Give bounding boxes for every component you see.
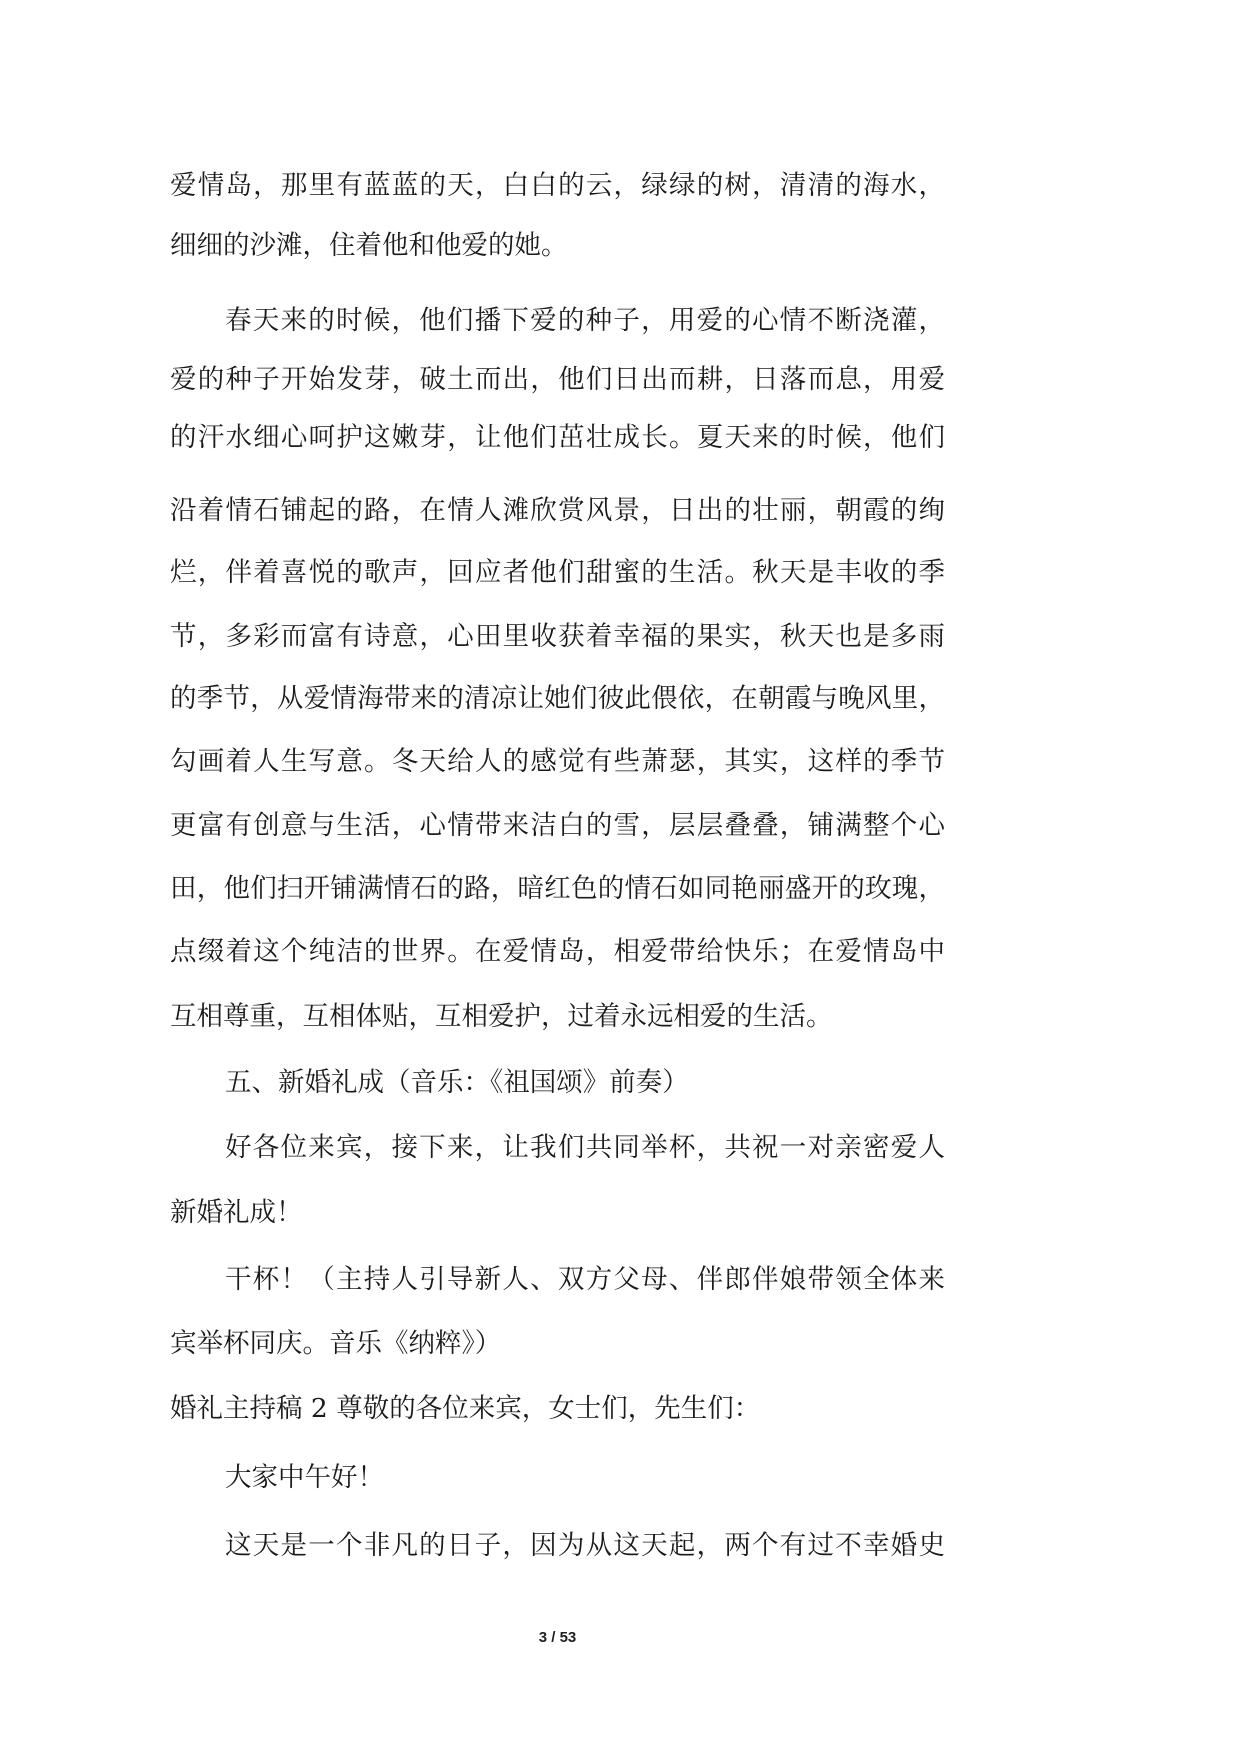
text-line: 干杯！（主持人引导新人、双方父母、伴郎伴娘带领全体来 (225, 1264, 945, 1295)
text-line: 节，多彩而富有诗意，心田里收获着幸福的果实，秋天也是多雨 (170, 621, 945, 652)
text-line: 新婚礼成！ (170, 1197, 303, 1228)
text-line: 烂，伴着喜悦的歌声，回应者他们甜蜜的生活。秋天是丰收的季 (170, 557, 945, 588)
text-line: 的季节，从爱情海带来的清凉让她们彼此偎依，在朝霞与晚风里， (170, 683, 945, 714)
text-line: 爱的种子开始发芽，破土而出，他们日出而耕，日落而息，用爱 (170, 364, 945, 395)
text-line: 互相尊重，互相体贴，互相爱护，过着永远相爱的生活。 (170, 1001, 833, 1032)
text-line: 点缀着这个纯洁的世界。在爱情岛，相爱带给快乐；在爱情岛中 (170, 936, 945, 967)
text-line: 爱情岛，那里有蓝蓝的天，白白的云，绿绿的树，清清的海水， (170, 170, 945, 201)
text-line: 春天来的时候，他们播下爱的种子，用爱的心情不断浇灌， (225, 305, 945, 336)
page-number: 3 / 53 (538, 1629, 577, 1646)
text-line: 的汗水细心呵护这嫩芽，让他们茁壮成长。夏天来的时候，他们 (170, 422, 945, 453)
text-line: 沿着情石铺起的路，在情人滩欣赏风景，日出的壮丽，朝霞的绚 (170, 495, 945, 526)
text-line: 勾画着人生写意。冬天给人的感觉有些萧瑟，其实，这样的季节 (170, 746, 945, 777)
text-line: 细细的沙滩，住着他和他爱的她。 (170, 230, 568, 261)
text-line: 好各位来宾，接下来，让我们共同举杯，共祝一对亲密爱人 (225, 1132, 945, 1163)
text-line: 宾举杯同庆。音乐《纳粹》） (170, 1328, 502, 1359)
text-line: 大家中午好！ (225, 1462, 384, 1493)
text-line: 更富有创意与生活，心情带来洁白的雪，层层叠叠，铺满整个心 (170, 810, 945, 841)
text-line: 这天是一个非凡的日子，因为从这天起，两个有过不幸婚史 (225, 1530, 945, 1561)
text-line: 婚礼主持稿 2 尊敬的各位来宾，女士们，先生们： (170, 1393, 761, 1424)
section-heading: 五、新婚礼成（音乐：《祖国颂》前奏） (225, 1067, 689, 1098)
text-line: 田，他们扫开铺满情石的路，暗红色的情石如同艳丽盛开的玫瑰， (170, 873, 945, 904)
